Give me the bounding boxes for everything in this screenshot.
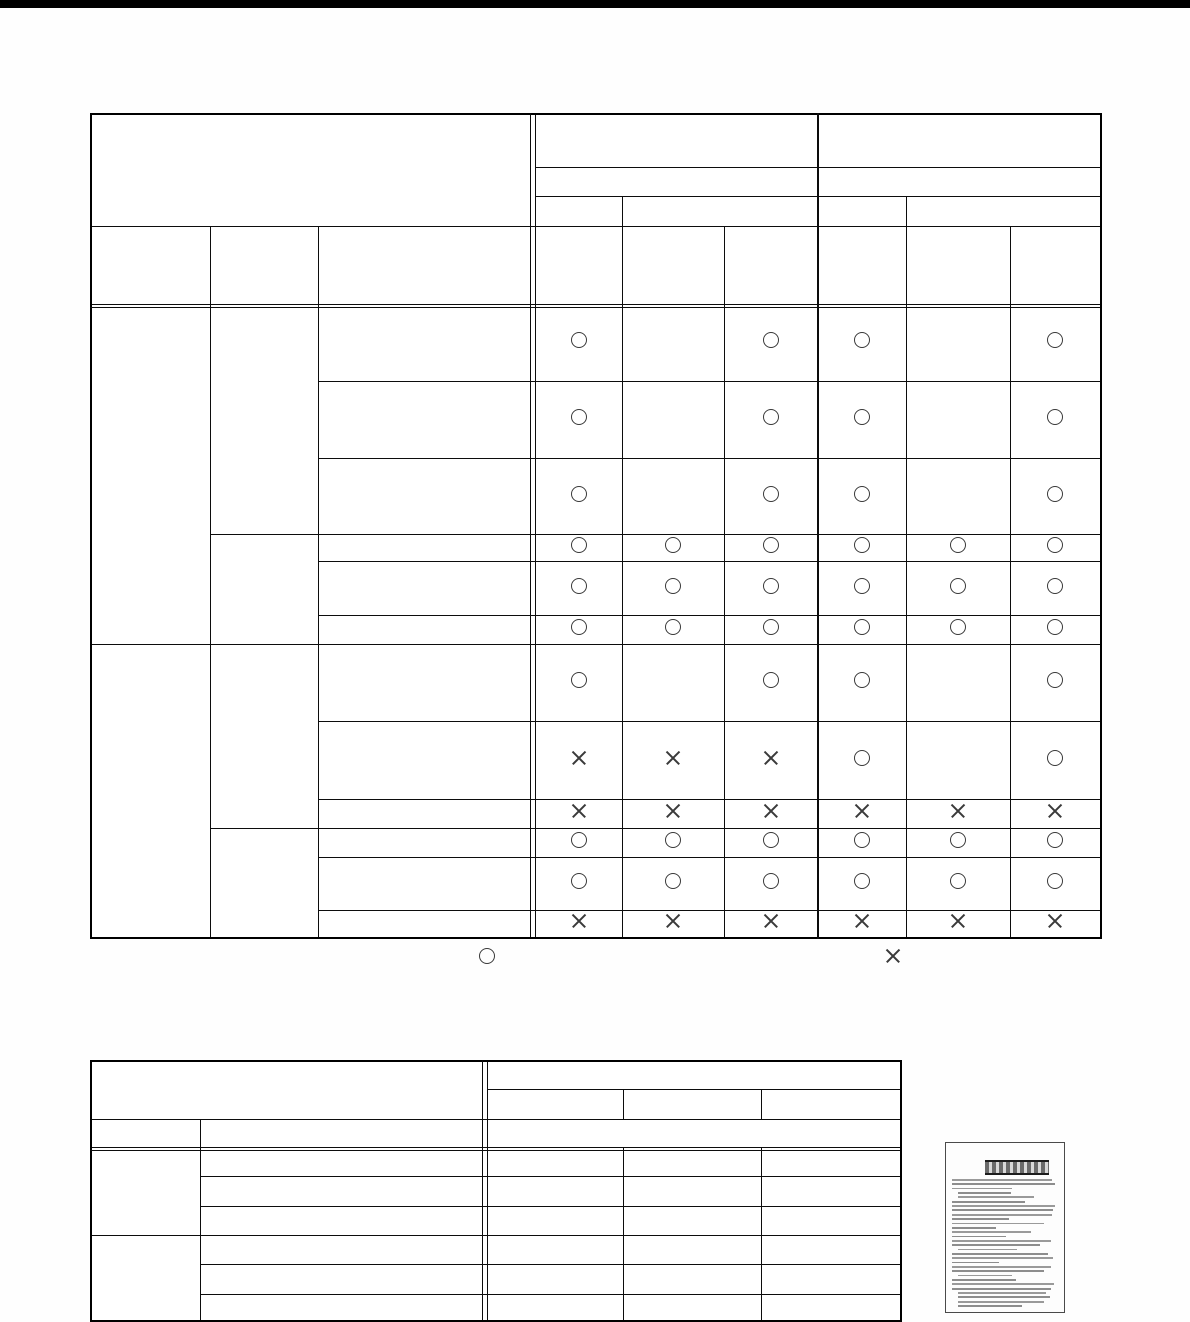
cross-symbol <box>1047 913 1063 929</box>
circle-symbol <box>571 873 587 889</box>
symbol-cell <box>1010 910 1101 938</box>
scan-edge-bar <box>0 0 1190 8</box>
note-line <box>958 1296 1050 1298</box>
note-line <box>952 1283 1054 1285</box>
circle-symbol <box>571 409 587 425</box>
symbol-cell <box>535 534 622 561</box>
double-rule <box>482 1060 483 1320</box>
symbol-cell <box>818 910 906 938</box>
value-cell <box>623 1264 761 1294</box>
note-line <box>952 1179 1052 1181</box>
col-header-cell <box>318 226 535 304</box>
group1-model-b-cell <box>622 196 818 226</box>
symbol-cell <box>906 381 1010 458</box>
circle-symbol <box>1047 578 1063 594</box>
value-cell <box>487 1147 623 1176</box>
circle-symbol <box>854 750 870 766</box>
circle-symbol <box>854 578 870 594</box>
symbol-cell <box>818 615 906 644</box>
circle-symbol <box>571 537 587 553</box>
note-line <box>952 1253 1048 1255</box>
circle-symbol <box>763 486 779 502</box>
symbol-cell <box>818 828 906 857</box>
group2-model-b-cell <box>906 196 1101 226</box>
value-cell <box>487 1176 623 1206</box>
circle-symbol <box>571 578 587 594</box>
note-line <box>952 1270 1044 1272</box>
value-cell <box>761 1235 901 1264</box>
symbol-cell <box>1010 799 1101 828</box>
item-label-cell <box>200 1176 487 1206</box>
circle-symbol <box>763 578 779 594</box>
value-cell <box>487 1206 623 1235</box>
symbol-cell <box>535 458 622 534</box>
symbol-cell <box>535 615 622 644</box>
symbol-cell <box>906 721 1010 799</box>
symbol-cell <box>724 644 818 721</box>
symbol-cell <box>622 857 724 910</box>
circle-symbol <box>571 332 587 348</box>
symbol-cell <box>818 534 906 561</box>
item-label-cell <box>318 458 535 534</box>
circle-symbol <box>571 672 587 688</box>
model-col-header-cell <box>487 1089 623 1119</box>
note-line <box>958 1192 1011 1194</box>
symbol-cell <box>535 799 622 828</box>
value-cell <box>761 1264 901 1294</box>
circle-symbol <box>854 672 870 688</box>
subcategory-cell <box>210 828 318 938</box>
group2-model-a-cell <box>818 196 906 226</box>
symbol-cell <box>906 644 1010 721</box>
symbol-cell <box>906 910 1010 938</box>
value-cell <box>487 1264 623 1294</box>
circle-symbol <box>1047 486 1063 502</box>
circle-symbol <box>763 832 779 848</box>
symbol-cell <box>535 910 622 938</box>
models-header-cell <box>487 1061 901 1089</box>
circle-symbol <box>665 619 681 635</box>
notes-sheet-title <box>985 1160 1049 1175</box>
notes-sheet <box>945 1142 1065 1313</box>
symbol-cell <box>818 644 906 721</box>
circle-symbol <box>854 537 870 553</box>
value-cell <box>761 1147 901 1176</box>
note-line <box>952 1244 1040 1246</box>
col-header-cell <box>724 226 818 304</box>
circle-symbol <box>1047 537 1063 553</box>
symbol-cell <box>724 615 818 644</box>
note-line <box>958 1305 1022 1307</box>
double-rule <box>90 1150 900 1151</box>
circle-symbol <box>571 832 587 848</box>
symbol-cell <box>1010 458 1101 534</box>
symbol-cell <box>724 799 818 828</box>
symbol-cell <box>818 561 906 615</box>
circle-symbol <box>763 332 779 348</box>
corner-header-cell <box>91 1061 487 1119</box>
symbol-cell <box>818 458 906 534</box>
item-label-cell <box>318 828 535 857</box>
col-header-cell <box>91 226 210 304</box>
group2-subheader-cell <box>818 167 1101 196</box>
circle-symbol <box>1047 672 1063 688</box>
circle-symbol <box>1047 832 1063 848</box>
cross-symbol <box>950 803 966 819</box>
subcategory-cell <box>210 534 318 644</box>
cross-symbol <box>665 803 681 819</box>
circle-symbol <box>1047 750 1063 766</box>
note-line <box>952 1266 1051 1268</box>
compatibility-table <box>90 113 1102 939</box>
item-label-cell <box>318 857 535 910</box>
item-label-cell <box>200 1294 487 1321</box>
note-line <box>958 1292 1046 1294</box>
value-cell <box>623 1176 761 1206</box>
note-line <box>952 1257 1053 1259</box>
symbol-cell <box>724 910 818 938</box>
note-line <box>952 1288 1051 1290</box>
symbol-cell <box>724 721 818 799</box>
symbol-cell <box>1010 615 1101 644</box>
double-rule <box>530 113 531 937</box>
legend-cross-icon <box>885 948 901 964</box>
symbol-cell <box>724 828 818 857</box>
symbol-cell <box>535 644 622 721</box>
note-line <box>952 1279 1016 1281</box>
note-line <box>958 1301 1044 1303</box>
item-label-cell <box>318 644 535 721</box>
circle-symbol <box>665 873 681 889</box>
symbol-cell <box>535 304 622 381</box>
symbol-cell <box>818 304 906 381</box>
circle-symbol <box>763 537 779 553</box>
note-line <box>952 1205 1055 1207</box>
item-label-cell <box>318 381 535 458</box>
circle-symbol <box>1047 873 1063 889</box>
symbol-cell <box>906 799 1010 828</box>
symbol-cell <box>818 799 906 828</box>
group1-subheader-cell <box>535 167 818 196</box>
circle-symbol <box>763 409 779 425</box>
note-line <box>952 1223 1044 1225</box>
item-label-cell <box>318 721 535 799</box>
symbol-cell <box>622 304 724 381</box>
col-header-cell <box>210 226 318 304</box>
note-line <box>952 1240 1051 1242</box>
col-header-cell <box>535 226 622 304</box>
value-cell <box>761 1176 901 1206</box>
model-col-header-cell <box>761 1089 901 1119</box>
symbol-cell <box>1010 828 1101 857</box>
item-label-cell <box>318 534 535 561</box>
row-header-cell <box>200 1119 487 1147</box>
note-line <box>952 1227 996 1229</box>
symbol-cell <box>1010 381 1101 458</box>
item-label-cell <box>318 910 535 938</box>
category-cell <box>91 644 210 938</box>
corner-header-cell <box>91 114 535 226</box>
item-label-cell <box>318 615 535 644</box>
symbol-cell <box>724 561 818 615</box>
symbol-cell <box>1010 644 1101 721</box>
subcategory-cell <box>210 304 318 534</box>
value-cell <box>623 1294 761 1321</box>
category-cell <box>91 304 210 644</box>
cross-symbol <box>854 913 870 929</box>
symbol-cell <box>906 534 1010 561</box>
value-cell <box>761 1294 901 1321</box>
cross-symbol <box>763 913 779 929</box>
cross-symbol <box>665 913 681 929</box>
col-header-cell <box>622 226 724 304</box>
symbol-cell <box>1010 534 1101 561</box>
item-label-cell <box>318 561 535 615</box>
circle-symbol <box>950 832 966 848</box>
item-label-cell <box>200 1147 487 1176</box>
value-cell <box>487 1294 623 1321</box>
merged-header-cell <box>487 1119 901 1147</box>
symbol-cell <box>622 458 724 534</box>
symbol-cell <box>1010 561 1101 615</box>
circle-symbol <box>950 537 966 553</box>
symbol-cell <box>1010 304 1101 381</box>
note-line <box>952 1214 1052 1216</box>
circle-symbol <box>854 486 870 502</box>
circle-symbol <box>763 672 779 688</box>
note-line <box>952 1188 1012 1190</box>
symbol-cell <box>906 458 1010 534</box>
cross-symbol <box>950 913 966 929</box>
circle-symbol <box>665 578 681 594</box>
cross-symbol <box>571 803 587 819</box>
item-label-cell <box>318 799 535 828</box>
value-cell <box>487 1235 623 1264</box>
cross-symbol <box>763 750 779 766</box>
symbol-cell <box>535 721 622 799</box>
category-cell <box>91 1147 200 1235</box>
circle-symbol <box>571 619 587 635</box>
col-header-cell <box>818 226 906 304</box>
note-line <box>952 1262 999 1264</box>
symbol-cell <box>818 721 906 799</box>
symbol-cell <box>906 828 1010 857</box>
cross-symbol <box>763 803 779 819</box>
circle-symbol <box>950 619 966 635</box>
spec-table <box>90 1060 902 1322</box>
symbol-cell <box>535 561 622 615</box>
symbol-cell <box>1010 857 1101 910</box>
group1-header-cell <box>535 114 818 167</box>
symbol-cell <box>906 857 1010 910</box>
circle-symbol <box>1047 332 1063 348</box>
cross-symbol <box>665 750 681 766</box>
circle-symbol <box>571 486 587 502</box>
note-line <box>952 1231 1031 1233</box>
circle-symbol <box>854 619 870 635</box>
symbol-cell <box>622 910 724 938</box>
circle-symbol <box>950 873 966 889</box>
symbol-cell <box>818 857 906 910</box>
symbol-cell <box>906 304 1010 381</box>
circle-symbol <box>763 873 779 889</box>
note-line <box>952 1201 1025 1203</box>
value-cell <box>623 1235 761 1264</box>
subcategory-cell <box>210 644 318 828</box>
note-line <box>958 1249 1017 1251</box>
circle-symbol <box>854 409 870 425</box>
item-label-cell <box>318 304 535 381</box>
symbol-cell <box>535 857 622 910</box>
symbol-cell <box>1010 721 1101 799</box>
symbol-cell <box>622 721 724 799</box>
cross-symbol <box>571 913 587 929</box>
col-header-cell <box>906 226 1010 304</box>
symbol-cell <box>906 561 1010 615</box>
circle-symbol <box>1047 619 1063 635</box>
col-header-cell <box>1010 226 1101 304</box>
cross-symbol <box>854 803 870 819</box>
value-cell <box>761 1206 901 1235</box>
item-label-cell <box>200 1235 487 1264</box>
symbol-cell <box>724 304 818 381</box>
symbol-cell <box>724 458 818 534</box>
symbol-cell <box>622 644 724 721</box>
circle-symbol <box>665 832 681 848</box>
note-line <box>952 1183 1055 1185</box>
cross-symbol <box>1047 803 1063 819</box>
item-label-cell <box>200 1206 487 1235</box>
item-label-cell <box>200 1264 487 1294</box>
symbol-cell <box>622 799 724 828</box>
symbol-cell <box>724 857 818 910</box>
note-line <box>952 1218 1009 1220</box>
symbol-cell <box>535 828 622 857</box>
symbol-cell <box>906 615 1010 644</box>
circle-symbol <box>763 619 779 635</box>
circle-symbol <box>854 332 870 348</box>
symbol-cell <box>535 381 622 458</box>
note-line <box>958 1196 1034 1198</box>
group2-header-cell <box>818 114 1101 167</box>
note-line <box>958 1275 1012 1277</box>
symbol-cell <box>818 381 906 458</box>
group1-model-a-cell <box>535 196 622 226</box>
symbol-cell <box>622 561 724 615</box>
double-rule <box>90 307 1100 308</box>
symbol-cell <box>622 828 724 857</box>
circle-symbol <box>854 832 870 848</box>
category-cell <box>91 1235 200 1321</box>
model-col-header-cell <box>623 1089 761 1119</box>
circle-symbol <box>950 578 966 594</box>
note-line <box>952 1236 1006 1238</box>
value-cell <box>623 1147 761 1176</box>
symbol-cell <box>622 381 724 458</box>
symbol-cell <box>622 615 724 644</box>
row-group-header-cell <box>91 1119 200 1147</box>
symbol-cell <box>622 534 724 561</box>
circle-symbol <box>665 537 681 553</box>
legend-circle-icon <box>479 948 495 964</box>
cross-symbol <box>571 750 587 766</box>
symbol-cell <box>724 534 818 561</box>
circle-symbol <box>854 873 870 889</box>
symbol-cell <box>724 381 818 458</box>
note-line <box>952 1209 1053 1211</box>
value-cell <box>623 1206 761 1235</box>
circle-symbol <box>1047 409 1063 425</box>
